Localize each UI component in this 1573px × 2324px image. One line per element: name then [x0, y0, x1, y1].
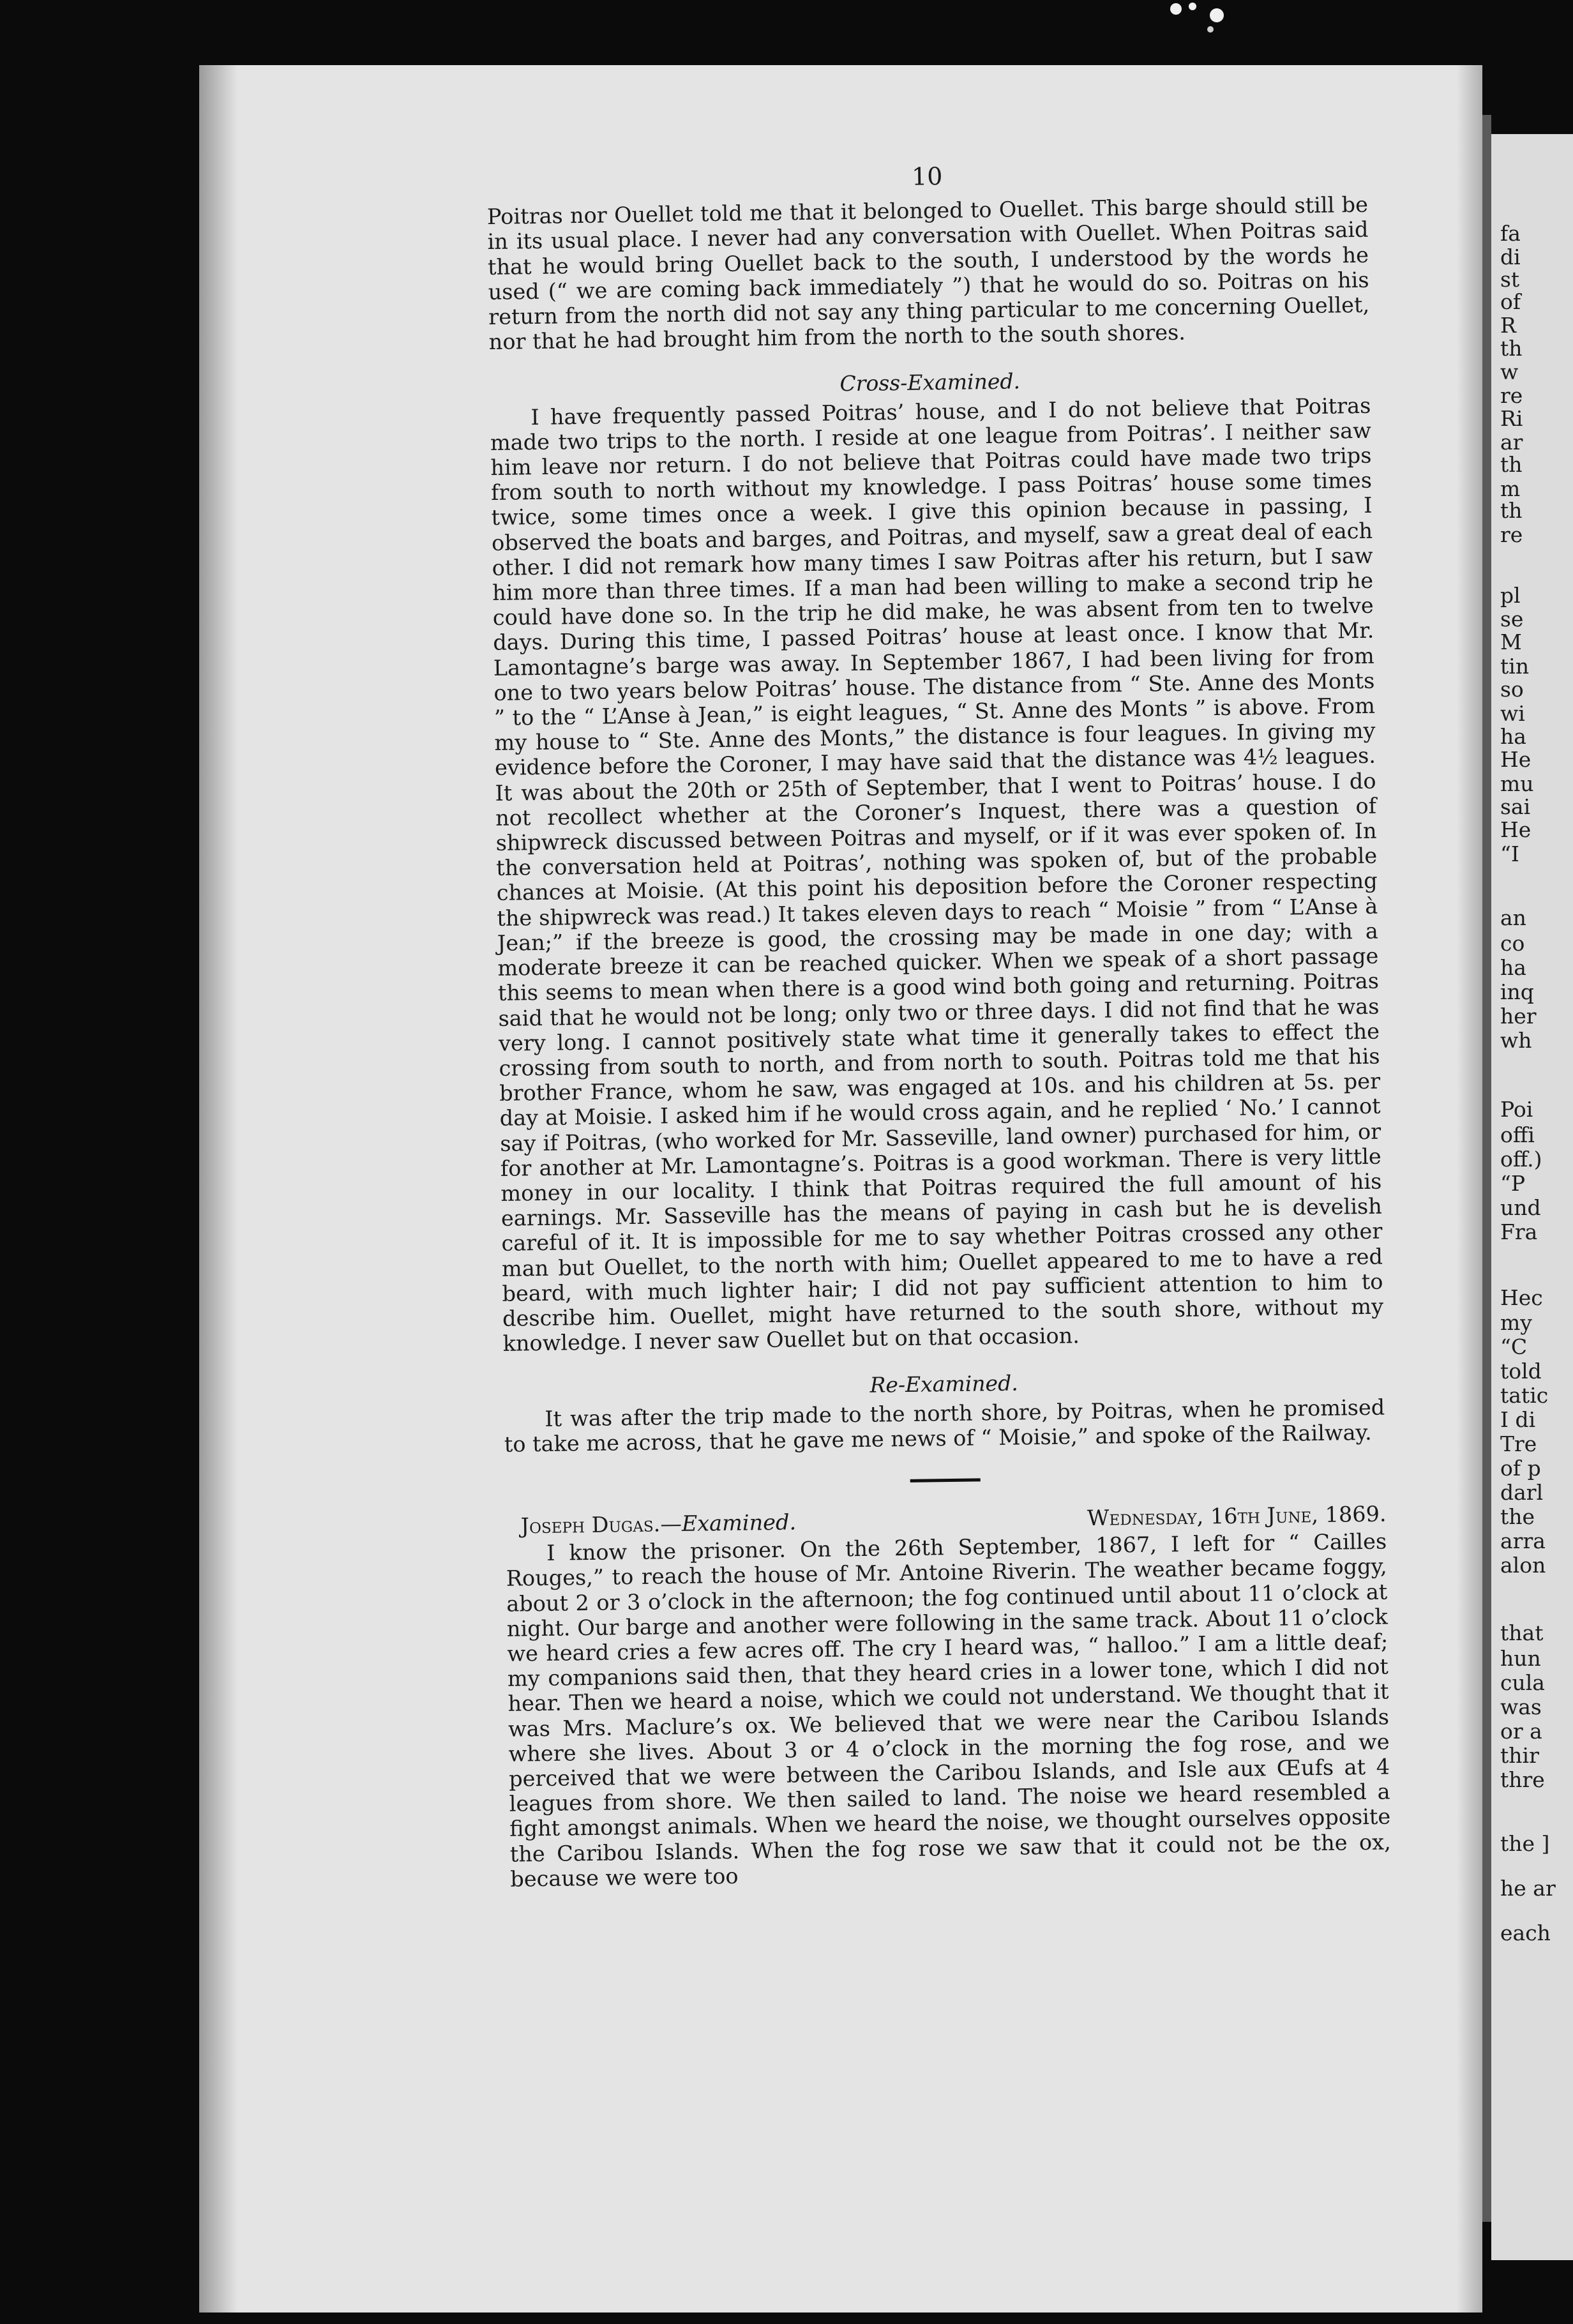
page-content: [486, 158, 1392, 1892]
adjacent-page-text-fragment: ar: [1500, 430, 1523, 455]
adjacent-page-text-fragment: Fra: [1500, 1219, 1538, 1244]
adjacent-page-text-fragment: or a: [1500, 1719, 1542, 1744]
adjacent-page-text-fragment: of p: [1500, 1456, 1541, 1481]
adjacent-page-text-fragment: He: [1500, 817, 1532, 842]
dugas-testimony-text: I know the prisoner. On the 26th September, 1867, I left for “ Cailles Rouges,” to reach the house of Mr. Antoine Riverin. The weather became foggy, about 2 or 3 o’clock in the afternoon; the fog continued until about 11 o’clock at night. Our barge and another were following in the same track. About 11 o’clock we heard cries a few acres off. The cry I heard was, “ halloo.” I am a little deaf; my companions said then, that they heard cries in a lower tone, which I did not hear. Then we heard a noise, which we could not understand. We thought that it was Mrs. Maclure’s ox. We believed that we were near the Caribou Islands where she lives. About 3 or 4 o’clock in the morning the fog rose, and we perceived that we were between the Caribou Islands, and Isle aux Œufs at 4 leagues from shore. We then sailed to land. The noise we heard resembled a fight amongst animals. When we heard the noise, we thought ourselves opposite the Caribou Islands. When the fog rose we saw that it could not be the ox, because we were too: [506, 1528, 1391, 1892]
adjacent-page-text-fragment: m: [1500, 476, 1521, 501]
adjacent-page-text-fragment: M: [1500, 630, 1522, 654]
adjacent-page-text-fragment: the: [1500, 1504, 1535, 1529]
adjacent-page-text-fragment: re: [1500, 383, 1523, 408]
adjacent-page-text-fragment: of: [1500, 289, 1521, 314]
adjacent-page-text-fragment: each: [1500, 1920, 1551, 1945]
adjacent-page-text-fragment: wh: [1500, 1028, 1532, 1053]
cross-examination-text: I have frequently passed Poitras’ house, and I do not believe that Poitras made two trips to the north. I reside at one league from Poitras’. I neither saw him leave nor return. I do not believe that Poitras could have made two trips from south to north without my knowledge. I pass Poitras’ house some times twice, some times once a week. I give this opinion because in passing, I observed the boats and barges, and Poitras, and myself, saw a great deal of each other. I did not remark how many times I saw Poitras after his return, but I saw him more than three times. If a man had been willing to make a second trip he could have done so. In the trip he did make, he was absent from ten to twelve days. During this time, I passed Poitras’ house at least once. I know that Mr. Lamontagne’s barge was away. In September 1867, I had been living for from one to two years below Poitras’ house. The distance from “ Ste. Anne des Monts ” to the “ L’Anse à Jean,” is eight leagues, “ St. Anne des Monts ” is above. From my house to “ Ste. Anne des Monts,” the distance is four leagues. In giving my evidence before the Coroner, I may have said that the distance was 4½ leagues. It was about the 20th or 25th of September, that I went to Poitras’ house. I do not recollect whether at the Coroner’s Inquest, there was a question of shipwreck discussed between Poitras and myself, or if it was ever spoken of. In the conversation held at Poitras’, nothing was spoken of, but of the probable chances at Moisie. (At this point his deposition before the Coroner respecting the shipwreck was read.) It takes eleven days to reach “ Moisie ” from “ L’Anse à Jean;” if the breeze is good, the crossing may be made in one day; with a moderate breeze it can be reached quicker. When we speak of a short passage this seems to mean when there is a good wind both going and returning. Poitras said that he would not be long; only two or three days. I did not find that he was very long. I cannot positively state what time it generally takes to effect the crossing from south to north, and from north to south. Poitras told me that his brother France, whom he saw, was engaged at 10s. and his children at 5s. per day at Moisie. I asked him if he would cross again, and he replied ‘ No.’ I cannot say if Poitras, (who worked for Mr. Sasseville, land owner) purchased for him, or for another at Mr. Lamontagne’s. Poitras is a good workman. There is very little money in our locality. I think that Poitras required the full amount of his earnings. Mr. Sasseville has the means of paying in cash but he is develish careful of it. It is impossible for me to say whether Poitras crossed any other man but Ouellet, to the north with him; Ouellet appeared to me to have a red beard, with much lighter hair; I did not pay sufficient attention to him to describe him. Ouellet, might have returned to the south shore, without my knowledge. I never saw Ouellet but on that occasion.: [490, 393, 1384, 1356]
adjacent-page-text-fragment: Tre: [1500, 1431, 1537, 1456]
adjacent-page-edge: [1491, 134, 1573, 2260]
adjacent-page-text-fragment: He: [1500, 747, 1532, 772]
adjacent-page-text-fragment: tatic: [1500, 1383, 1549, 1408]
witness-status: —Examined.: [660, 1509, 797, 1537]
session-date: Wednesday, 16th June, 1869.: [1087, 1501, 1387, 1531]
section-divider: [910, 1478, 981, 1483]
cross-examined-heading: Cross-Examined.: [839, 368, 1021, 396]
adjacent-page-text-fragment: und: [1500, 1195, 1541, 1220]
adjacent-page-text-fragment: an: [1500, 905, 1526, 930]
adjacent-page-text-fragment: th: [1500, 498, 1523, 523]
adjacent-page-text-fragment: thir: [1500, 1743, 1539, 1768]
adjacent-page-text-fragment: mu: [1500, 771, 1534, 796]
adjacent-page-text-fragment: Ri: [1500, 406, 1523, 431]
adjacent-page-text-fragment: th: [1500, 452, 1523, 477]
adjacent-page-text-fragment: R: [1500, 313, 1516, 338]
book-spine: [1482, 115, 1491, 2222]
adjacent-page-text-fragment: thre: [1500, 1767, 1545, 1792]
adjacent-page-text-fragment: pl: [1500, 583, 1521, 608]
adjacent-page-text-fragment: ha: [1500, 955, 1526, 980]
adjacent-page-text-fragment: “I: [1500, 841, 1519, 866]
adjacent-page-text-fragment: arra: [1500, 1528, 1546, 1553]
adjacent-page-text-fragment: co: [1500, 931, 1525, 956]
re-examined-heading: Re-Examined.: [869, 1370, 1018, 1398]
adjacent-page-text-fragment: w: [1500, 359, 1519, 384]
re-examination-text: It was after the trip made to the north shore, by Poitras, when he promised to take me across, that he gave me news of “ Moisie,” and spoke of the Railway.: [504, 1394, 1385, 1457]
adjacent-page-text-fragment: hun: [1500, 1646, 1541, 1671]
adjacent-page-text-fragment: tin: [1500, 654, 1530, 679]
document-page: [199, 65, 1482, 2313]
adjacent-page-text-fragment: cula: [1500, 1670, 1545, 1695]
witness-heading: [505, 1509, 796, 1539]
adjacent-page-text-fragment: darl: [1500, 1480, 1544, 1505]
adjacent-page-text-fragment: the ]: [1500, 1831, 1550, 1856]
adjacent-page-text-fragment: inq: [1500, 979, 1534, 1004]
adjacent-page-text-fragment: fa: [1500, 221, 1521, 246]
adjacent-page-text-fragment: he ar: [1500, 1876, 1556, 1901]
adjacent-page-text-fragment: sai: [1500, 794, 1531, 819]
adjacent-page-text-fragment: th: [1500, 336, 1523, 361]
film-frame-mark: [1162, 0, 1232, 38]
page-number: 10: [911, 162, 943, 191]
adjacent-page-text-fragment: ha: [1500, 724, 1526, 749]
adjacent-page-text-fragment: my: [1500, 1310, 1532, 1335]
adjacent-page-text-fragment: wi: [1500, 701, 1525, 726]
adjacent-page-text-fragment: told: [1500, 1359, 1542, 1384]
adjacent-page-text-fragment: her: [1500, 1004, 1537, 1029]
adjacent-page-text-fragment: se: [1500, 607, 1524, 631]
adjacent-page-text-fragment: Hec: [1500, 1285, 1543, 1310]
adjacent-page-text-fragment: di: [1500, 245, 1521, 269]
adjacent-page-text-fragment: offi: [1500, 1122, 1535, 1147]
adjacent-page-text-fragment: I di: [1500, 1407, 1536, 1432]
adjacent-page-text-fragment: was: [1500, 1694, 1542, 1719]
adjacent-page-text-fragment: “P: [1500, 1171, 1526, 1196]
adjacent-page-text-fragment: alon: [1500, 1553, 1546, 1578]
intro-paragraph: Poitras nor Ouellet told me that it belonged to Ouellet. This barge should still be in its usual place. I never had any conversation with Ouellet. When Poitras said that he would bring Ouellet back to the south, I understood by the words he used (“ we are coming back immediately ”) that he would do so. Poitras on his return from the north did not say any thing particular to me concerning Ouellet, nor that he had brought him from the north to the south shores.: [486, 192, 1370, 355]
adjacent-page-text-fragment: st: [1500, 267, 1520, 292]
adjacent-page-text-fragment: re: [1500, 522, 1523, 547]
adjacent-page-text-fragment: Poi: [1500, 1097, 1533, 1122]
adjacent-page-text-fragment: that: [1500, 1620, 1544, 1645]
adjacent-page-text-fragment: so: [1500, 677, 1524, 702]
witness-name: Joseph Dugas.: [520, 1511, 661, 1539]
adjacent-page-text-fragment: “C: [1500, 1334, 1528, 1359]
adjacent-page-text-fragment: off.): [1500, 1147, 1542, 1172]
